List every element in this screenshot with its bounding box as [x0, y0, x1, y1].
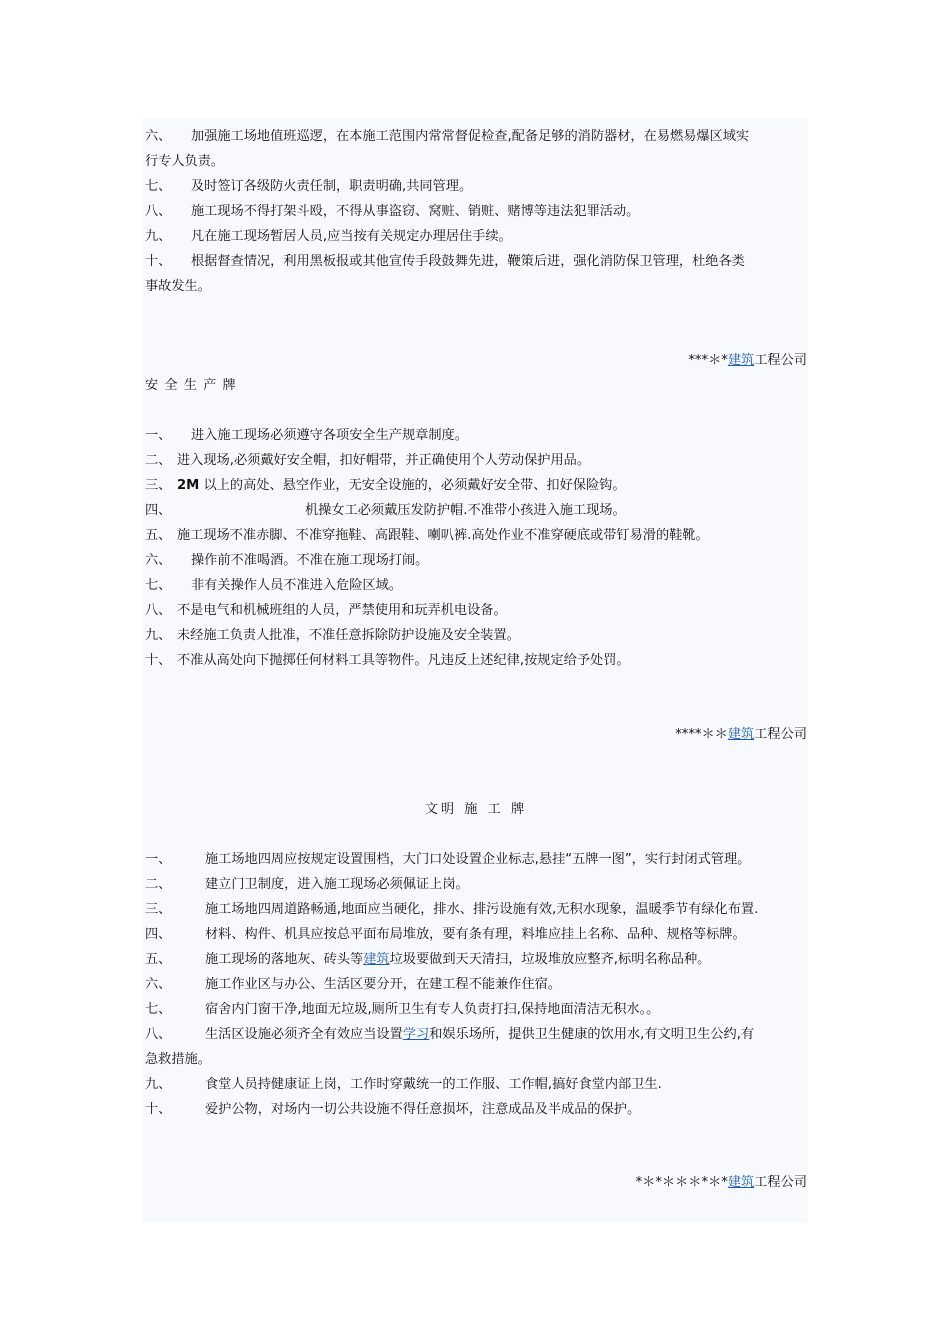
safety-item-5: 五、 施工现场不准赤脚、不准穿拖鞋、高跟鞋、喇叭裤.高处作业不准穿硬底或带钉易滑的鞋靴。	[145, 528, 709, 543]
civil-item-4: 四、 材料、构件、机具应按总平面布局堆放，要有条有理，料堆应挂上名称、品种、规格等标牌。	[145, 927, 746, 942]
civil-item-7: 七、 宿舍内门窗干净,地面无垃圾,厕所卫生有专人负责打扫,保持地面清洁无积水。。	[145, 1002, 660, 1017]
fire-rule-9	[145, 228, 810, 246]
civil-item-2: 二、 建立门卫制度，进入施工现场必须佩证上岗。	[145, 877, 469, 892]
company-signature-3: *＊*＊＊＊*＊*建筑工程公司	[635, 1175, 807, 1190]
item-number: 六、	[145, 129, 172, 144]
building-link[interactable]: 建筑	[363, 952, 390, 967]
item-text: 根据督查情况，利用黑板报或其他宣传手段鼓舞先进，鞭策后进，强化消防保卫管理，杜绝各类	[191, 254, 745, 269]
building-link[interactable]: 建筑	[727, 727, 755, 742]
item-number: 十、	[145, 254, 172, 269]
safety-item-2: 二、 进入现场,必须戴好安全帽，扣好帽带，并正确使用个人劳动保护用品。	[145, 453, 591, 468]
item-number: 八、	[145, 204, 172, 219]
fire-rule-10	[145, 253, 810, 271]
civil-item-1: 一、 施工场地四周应按规定设置围档，大门口处设置企业标志,悬挂“五牌一图”，实行封闭式管理。	[145, 852, 751, 867]
company-signature-1: ***＊*建筑工程公司	[688, 353, 807, 368]
safety-item-3: 三、 2M 以上的高处、悬空作业，无安全设施的，必须戴好安全带、扣好保险钩。	[145, 478, 626, 493]
item-text: 凡在施工现场暂居人员,应当按有关规定办理居住手续。	[191, 229, 512, 244]
safety-item-7: 七、 非有关操作人员不准进入危险区域。	[145, 578, 402, 593]
item-text: 加强施工场地值班巡逻，在本施工范围内常常督促检查,配备足够的消防器材，在易燃易爆区域实	[191, 129, 750, 144]
safety-item-10: 十、 不准从高处向下抛掷任何材料工具等物件。凡违反上述纪律,按规定给予处罚。	[145, 653, 630, 668]
fire-rule-6-cont: 行专人负责。	[145, 154, 225, 169]
item-text: 施工现场不得打架斗殴，不得从事盗窃、窝赃、销赃、赌博等违法犯罪活动。	[191, 204, 640, 219]
safety-item-6: 六、 操作前不准喝酒。不准在施工现场打闹。	[145, 553, 429, 568]
safety-item-4: 四、 机操女工必须戴压发防护帽.不准带小孩进入施工现场。	[145, 503, 626, 518]
safety-item-9: 九、 未经施工负责人批准，不准任意拆除防护设施及安全装置。	[145, 628, 520, 643]
civil-item-8-cont: 急救措施。	[145, 1052, 211, 1067]
fire-rule-7	[145, 178, 810, 196]
civil-item-6: 六、 施工作业区与办公、生活区要分开，在建工程不能兼作住宿。	[145, 977, 562, 992]
item-number: 七、	[145, 179, 172, 194]
study-link[interactable]: 学习	[402, 1027, 430, 1042]
safety-item-8: 八、 不是电气和机械班组的人员，严禁使用和玩弄机电设备。	[145, 603, 507, 618]
fire-rule-8	[145, 203, 810, 221]
building-link[interactable]: 建筑	[727, 353, 755, 368]
company-signature-2: ****＊＊建筑工程公司	[675, 727, 807, 742]
item-number: 九、	[145, 229, 172, 244]
fire-rule-10-cont: 事故发生。	[145, 279, 211, 294]
civil-item-3: 三、 施工场地四周道路畅通,地面应当硬化，排水、排污设施有效,无积水现象，温暖季节有绿化布置.	[145, 902, 759, 917]
building-link[interactable]: 建筑	[727, 1175, 755, 1190]
safety-board-title: 安 全 生 产 牌	[145, 378, 237, 393]
civil-item-5: 五、 施工现场的落地灰、砖头等建筑垃圾要做到天天清扫，垃圾堆放应整齐,标明名称品种。	[145, 952, 711, 967]
civil-item-9: 九、 食堂人员持健康证上岗，工作时穿戴统一的工作服、工作帽,搞好食堂内部卫生.	[145, 1077, 662, 1092]
fire-rule-6	[145, 128, 810, 146]
civil-item-10: 十、 爱护公物，对场内一切公共设施不得任意损坏，注意成品及半成品的保护。	[145, 1102, 641, 1117]
civil-item-8: 八、 生活区设施必须齐全有效应当设置学习和娱乐场所，提供卫生健康的饮用水,有文明卫生公约,有	[145, 1027, 755, 1042]
civil-board-title: 文明 施 工 牌	[424, 802, 528, 817]
item-text: 及时签订各级防火责任制，职责明确,共同管理。	[191, 179, 473, 194]
safety-item-1: 一、 进入施工现场必须遵守各项安全生产规章制度。	[145, 428, 468, 443]
